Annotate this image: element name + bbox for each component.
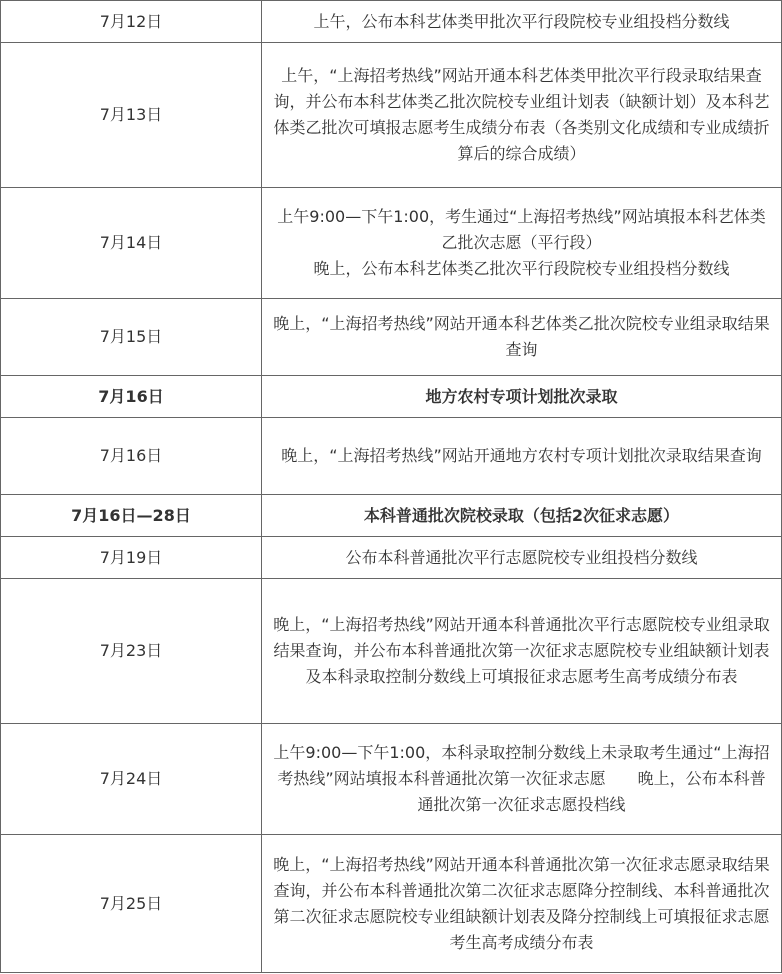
event-cell bbox=[262, 43, 782, 188]
event-cell bbox=[262, 376, 782, 418]
date-cell: 7月16日—28日 bbox=[1, 495, 262, 537]
event-cell bbox=[262, 579, 782, 724]
date-cell: 7月19日 bbox=[1, 537, 262, 579]
date-cell: 7月25日 bbox=[1, 835, 262, 973]
table-row bbox=[1, 495, 782, 537]
table-row bbox=[1, 418, 782, 495]
table-row bbox=[1, 376, 782, 418]
table-row bbox=[1, 537, 782, 579]
event-cell bbox=[262, 299, 782, 376]
event-cell bbox=[262, 188, 782, 299]
event-text: 晚上，“上海招考热线”网站开通本科普通批次第一次征求志愿录取结果查询，并公布本科普通批次第二次征求志愿降分控制线、本科普通批次第二次征求志愿院校专业组缺额计划表及降分控制线上可填报征求志愿考生高考成绩分布表 bbox=[273, 854, 770, 952]
date-cell: 7月15日 bbox=[1, 299, 262, 376]
table-row bbox=[1, 188, 782, 299]
event-cell bbox=[262, 495, 782, 537]
event-text: 上午，“上海招考热线”网站开通本科艺体类甲批次平行段录取结果查询，并公布本科艺体类乙批次院校专业组计划表（缺额计划）及本科艺体类乙批次可填报志愿考生成绩分布表（各类别文化成绩和专业成绩折算后的综合成绩） bbox=[273, 66, 770, 163]
event-cell bbox=[262, 537, 782, 579]
event-cell bbox=[262, 1, 782, 43]
event-text: 晚上，“上海招考热线”网站开通地方农村专项计划批次录取结果查询 bbox=[281, 446, 762, 465]
event-text: 地方农村专项计划批次录取 bbox=[425, 386, 618, 406]
table-row bbox=[1, 1, 782, 43]
event-text: 上午9:00—下午1:00，本科录取控制分数线上未录取考生通过“上海招考热线”网站填报本科普通批次第一次征求志愿 晚上，公布本科普通批次第一次征求志愿投档线 bbox=[273, 743, 770, 814]
event-cell bbox=[262, 418, 782, 495]
date-cell: 7月16日 bbox=[1, 418, 262, 495]
event-text: 晚上，“上海招考热线”网站开通本科艺体类乙批次院校专业组录取结果查询 bbox=[273, 314, 770, 359]
date-cell: 7月13日 bbox=[1, 43, 262, 188]
event-text: 上午，公布本科艺体类甲批次平行段院校专业组投档分数线 bbox=[313, 11, 730, 31]
date-cell: 7月14日 bbox=[1, 188, 262, 299]
event-text: 晚上，公布本科艺体类乙批次平行段院校专业组投档分数线 bbox=[313, 259, 730, 278]
date-cell: 7月23日 bbox=[1, 579, 262, 724]
event-cell bbox=[262, 835, 782, 973]
event-text: 本科普通批次院校录取（包括2次征求志愿） bbox=[363, 505, 680, 525]
event-text: 公布本科普通批次平行志愿院校专业组投档分数线 bbox=[345, 547, 698, 567]
event-cell bbox=[262, 724, 782, 835]
date-cell: 7月24日 bbox=[1, 724, 262, 835]
table-row bbox=[1, 835, 782, 973]
date-cell: 7月16日 bbox=[1, 376, 262, 418]
table-row bbox=[1, 299, 782, 376]
date-cell: 7月12日 bbox=[1, 1, 262, 43]
table-row bbox=[1, 579, 782, 724]
event-text: 上午9:00—下午1:00，考生通过“上海招考热线”网站填报本科艺体类乙批次志愿（平行段） bbox=[277, 207, 766, 252]
table-row bbox=[1, 724, 782, 835]
event-text: 晚上，“上海招考热线”网站开通本科普通批次平行志愿院校专业组录取结果查询，并公布本科普通批次第一次征求志愿院校专业组缺额计划表及本科录取控制分数线上可填报征求志愿考生高考成绩分布表 bbox=[273, 615, 770, 686]
table-row bbox=[1, 43, 782, 188]
